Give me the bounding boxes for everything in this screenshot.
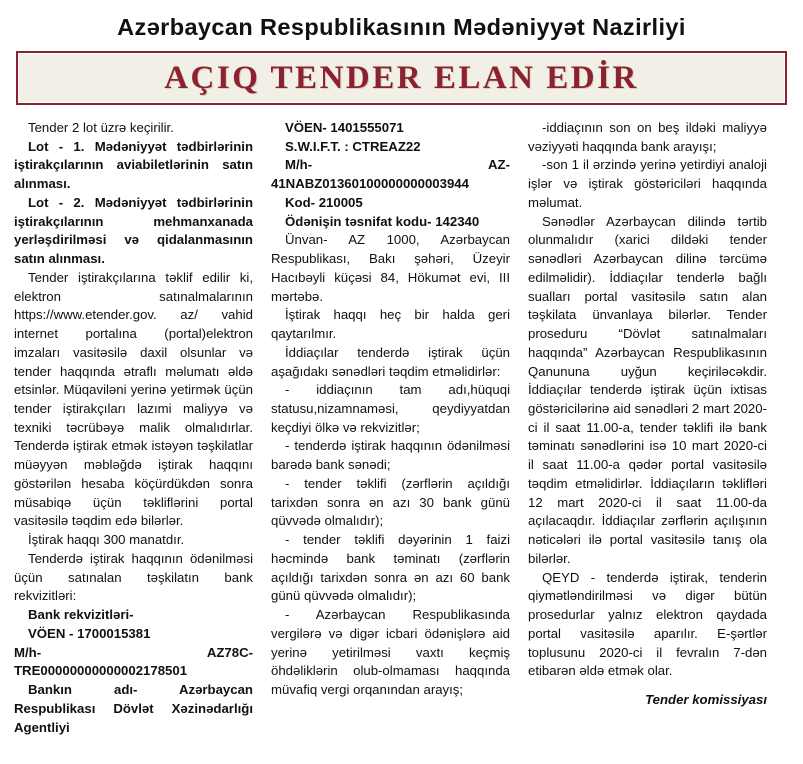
- bank-voen: VÖEN - 1700015381: [28, 625, 151, 641]
- article-columns: [14, 119, 789, 739]
- signature: Tender komissiyası: [645, 692, 767, 708]
- column-1: [14, 119, 253, 737]
- requirement-item: - tenderdə iştirak haqqının ödənilməsi barədə bank sənədi;: [271, 438, 510, 473]
- column-3: [528, 119, 767, 739]
- requirement-item: - tender təklifi dəyərinin 1 faizi həcmində bank təminatı (zərflərin açıldığı tarixdən sonra ən azı 60 bank günü qüvvədə olmalıdır);: [271, 532, 510, 604]
- requirement-item: - tender təklifi (zərflərin açıldığı tarixdən sonra ən azı 30 bank günü qüvvədə olmalıdır);: [271, 475, 510, 529]
- paragraph: İştirak haqqı 300 manatdır.: [28, 532, 185, 548]
- announcement-banner: [16, 51, 787, 105]
- paragraph: Tenderdə iştirak haqqının ödənilməsi üçün satınalan təşkilatın bank rekvizitləri:: [14, 550, 253, 604]
- paragraph: İddiaçılar tenderdə iştirak üçün aşağıdakı sənədləri təqdim etməlidirlər:: [271, 344, 510, 379]
- bank-code-line: Kod- 210005: [285, 194, 363, 210]
- requirement-item: - Azərbaycan Respublikasında vergilərə və digər icbari ödənişlərə aid yerinə yetirilməsi vaxtı keçmiş öhdəliklərin olub-olmaması haqqında müvafiq vergi orqanından arayış;: [271, 607, 510, 698]
- requirement-item: -son 1 il ərzində yerinə yetirdiyi analoji işlər və iştirak göstəriciləri haqqında məlumat.: [528, 157, 767, 210]
- paragraph: Lot - 2. Mədəniyyət tədbirlərinin iştirakçılarının mehmanxanada yerləşdirilməsi və qidalanmasının satın alınması.: [14, 194, 253, 267]
- payment-class-code-line: Ödənişin təsnifat kodu- 142340: [285, 213, 480, 229]
- note-paragraph: QEYD - tenderdə iştirak, tenderin qiymətləndirilməsi və digər bütün prosedurlar yalnız elektron qaydada portal vasitəsilə aparılır. E-şərtlər toplusunu 2020-ci il fevralın 7-dən etibarən əldə etmək olar.: [528, 569, 767, 679]
- bank-name: Bankın adı- Azərbaycan Respublikası Dövlət Xəzinədarlığı Agentliyi: [14, 682, 253, 735]
- paragraph: Lot - 1. Mədəniyyət tədbirlərinin iştirakçılarının aviabiletlərinin satın alınması.: [14, 138, 253, 192]
- requirement-item: - iddiaçının tam adı,hüquqi statusu,nizamnaməsi, qeydiyyatdan keçdiyi ölkə və rekvizitlər;: [271, 382, 510, 435]
- banner-title: AÇIQ TENDER ELAN EDİR: [164, 59, 639, 96]
- paragraph: Tender iştirakçılarına təklif edilir ki, elektron satınalmalarının https://www.etender.gov. az/ vahid internet portalına (portal)elektron imzaları vasitəsilə daxil olsunlar və tender haqqında ətraflı məlumatı əldə etsinlər. Müqaviləni yerinə yetirmək üçün tender iştirakçıları lazımi maliyyə və texniki təcrübəyə malik olmalıdırlar. Tenderdə iştirak etmək istəyən təşkilatlar müəyyən məbləğdə iştirak haqqını göstərilən hesaba köçürdükdən sonra müsabiqə üçün təkliflərini portal vasitəsilə təqdim edə bilərlər.: [14, 269, 253, 529]
- bank-account: M/h- AZ78C-TRE00000000000002178501: [14, 644, 253, 679]
- voen-line: VÖEN- 1401555071: [285, 120, 404, 135]
- page-title: Azərbaycan Respublikasının Mədəniyyət Nazirliyi: [117, 14, 686, 40]
- procedure-paragraph: Sənədlər Azərbaycan dilində tərtib olunmalıdır (xarici dildəki tender sənədləri Azərbaycan dilinə tərcümə edilməlidir). İddiaçılar tenderlə bağlı sualları portal vasitəsilə satın alan təşkilata ünvanlaya bilərlər. Tender proseduru “Dövlət satınalmaları haqqında” Azərbaycan Respublikasının Qanununa uyğun keçiriləcəkdir. İddiaçılar tenderdə iştirak üçün ixtisas göstəricilərinə aid sənədləri 2 mart 2020-ci il saat 11.00-a, tender təklifi ilə bank təminatı sənədlərini isə 10 mart 2020-ci il saat 11.00-a qədər portal vasitəsilə təqdim etməlidirlər. İddiaçıların təklifləri 12 mart 2020-ci il saat 11.00-da açılacaqdır. İddiaçılar zərflərin açılışının nəticələri ilə portal vasitəsilə tanış ola bilərlər.: [528, 213, 767, 566]
- swift-line: S.W.I.F.T. : CTREAZ22: [285, 138, 421, 154]
- bank-details-heading: Bank rekvizitləri-: [28, 607, 134, 623]
- correspondent-account-line: M/h- AZ-41NABZ01360100000000003944: [271, 157, 510, 192]
- paragraph: Tender 2 lot üzrə keçirilir.: [28, 120, 174, 135]
- column-2: [271, 119, 510, 700]
- address-paragraph: Ünvan- AZ 1000, Azərbaycan Respublikası, Bakı şəhəri, Üzeyir Hacıbəyli küçəsi 84, Hökumət evi, III mərtəbə.: [271, 232, 510, 304]
- column-3-content: [528, 119, 767, 739]
- paragraph: İştirak haqqı heç bir halda geri qaytarılmır.: [271, 307, 510, 342]
- requirement-item: -iddiaçının son on beş ildəki maliyyə vəziyyəti haqqında bank arayışı;: [528, 120, 767, 154]
